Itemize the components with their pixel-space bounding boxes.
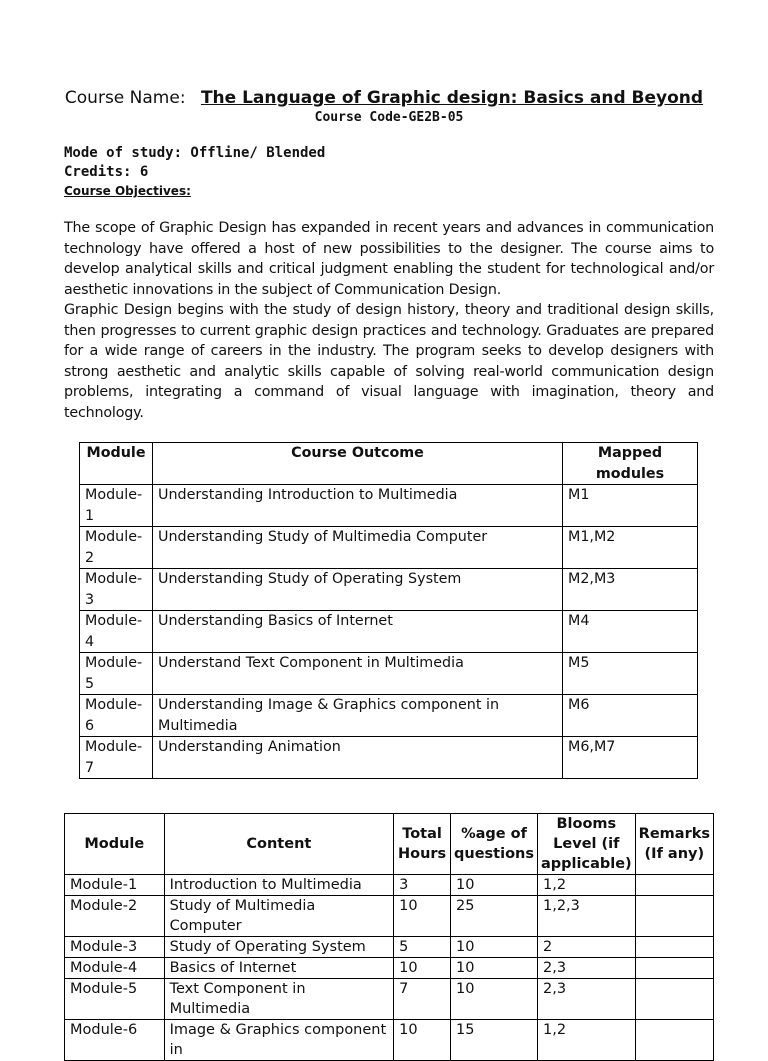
objectives-heading: Course Objectives: [64,184,191,198]
header-course-outcome: Course Outcome [153,443,563,485]
mapped-cell: M6 [563,695,698,737]
header-content: Content [164,814,394,875]
blooms-cell: 1,2 [537,875,635,896]
blooms-cell: 2,3 [537,979,635,1020]
blooms-cell: 2,3 [537,958,635,979]
outcome-cell: Understanding Introduction to Multimedia [153,485,563,527]
content-cell: Basics of Internet [164,958,394,979]
table-row [65,875,714,896]
header-total-hours: Total Hours [394,814,451,875]
module-cell: Module-6 [65,1020,165,1061]
table-row [65,979,714,1020]
mapped-cell: M1 [563,485,698,527]
blooms-cell: 2 [537,937,635,958]
outcome-cell: Understanding Basics of Internet [153,611,563,653]
module-cell: Module-5 [80,653,153,695]
content-cell: Text Component in Multimedia [164,979,394,1020]
table-row [80,653,698,695]
percent-cell: 10 [451,979,538,1020]
module-cell: Module-2 [65,896,165,937]
remarks-cell [635,958,713,979]
table-header-row [80,443,698,485]
module-cell: Module-3 [80,569,153,611]
percent-cell: 25 [451,896,538,937]
hours-cell: 5 [394,937,451,958]
hours-cell: 10 [394,896,451,937]
table-row [65,958,714,979]
remarks-cell [635,875,713,896]
header-module: Module [65,814,165,875]
header-blooms-level: Blooms Level (if applicable) [537,814,635,875]
hours-cell: 10 [394,958,451,979]
table-row [80,569,698,611]
course-outcome-table [79,442,698,779]
table-row [80,695,698,737]
mapped-cell: M6,M7 [563,737,698,779]
mapped-cell: M1,M2 [563,527,698,569]
percent-cell: 10 [451,875,538,896]
course-name-label: Course Name: [64,88,186,108]
objectives-paragraph-1: The scope of Graphic Design has expanded in recent years and advances in communication technology have offered a host of new possibilities to the designer. The course aims to develop analytical skills and critical judgment enabling the student for technological and/or aesthetic innovations in the subject of Communication Design. [64,220,714,298]
module-cell: Module-4 [80,611,153,653]
course-name-value: The Language of Graphic design: Basics and Beyond [200,88,704,108]
percent-cell: 10 [451,958,538,979]
header-remarks: Remarks (If any) [635,814,713,875]
content-cell: Introduction to Multimedia [164,875,394,896]
module-cell: Module-2 [80,527,153,569]
table-row [65,896,714,937]
table-row [80,611,698,653]
module-cell: Module-1 [80,485,153,527]
outcome-cell: Understand Text Component in Multimedia [153,653,563,695]
content-cell: Image & Graphics component in [164,1020,394,1061]
header-percent-questions: %age of questions [451,814,538,875]
module-cell: Module-1 [65,875,165,896]
module-cell: Module-6 [80,695,153,737]
remarks-cell [635,1020,713,1061]
course-code: Course Code-GE2B-05 [314,110,464,125]
header-mapped-modules: Mapped modules [563,443,698,485]
content-cell: Study of Multimedia Computer [164,896,394,937]
hours-cell: 10 [394,1020,451,1061]
hours-cell: 3 [394,875,451,896]
outcome-cell: Understanding Study of Multimedia Computer [153,527,563,569]
module-cell: Module-5 [65,979,165,1020]
table-header-row [65,814,714,875]
outcome-cell: Understanding Animation [153,737,563,779]
percent-cell: 10 [451,937,538,958]
remarks-cell [635,896,713,937]
module-cell: Module-7 [80,737,153,779]
table-row [80,737,698,779]
outcome-cell: Understanding Study of Operating System [153,569,563,611]
objectives-paragraph-2: Graphic Design begins with the study of design history, theory and traditional design skills, then progresses to current graphic design practices and technology. Graduates are prepared for a wide range of careers in the industry. The program seeks to develop designers with strong aesthetic and analytic skills capable of solving real-world communication design problems, integrating a command of visual language with imagination, theory and technology. [64,302,714,421]
module-cell: Module-4 [65,958,165,979]
course-title [0,87,768,109]
percent-cell: 15 [451,1020,538,1061]
mode-of-study: Mode of study: Offline/ Blended [64,145,326,161]
table-row [80,485,698,527]
table-row [80,527,698,569]
mapped-cell: M2,M3 [563,569,698,611]
table-row [65,937,714,958]
outcome-cell: Understanding Image & Graphics component in Multimedia [153,695,563,737]
hours-cell: 7 [394,979,451,1020]
header-module: Module [80,443,153,485]
table-row [65,1020,714,1061]
module-cell: Module-3 [65,937,165,958]
mapped-cell: M5 [563,653,698,695]
credits: Credits: 6 [64,164,149,180]
content-cell: Study of Operating System [164,937,394,958]
remarks-cell [635,979,713,1020]
mapped-cell: M4 [563,611,698,653]
blooms-cell: 1,2 [537,1020,635,1061]
remarks-cell [635,937,713,958]
blooms-cell: 1,2,3 [537,896,635,937]
